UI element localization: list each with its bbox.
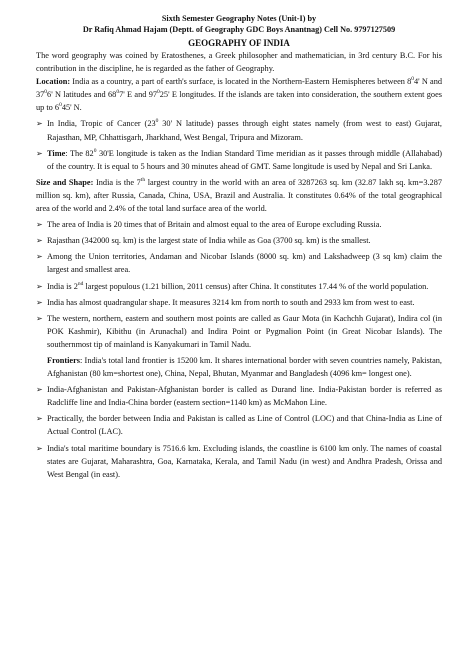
- size-label: Size and Shape:: [36, 177, 94, 187]
- arrow-bullet-icon: ➢: [36, 385, 43, 395]
- arrow-bullet-icon: ➢: [36, 443, 43, 453]
- arrow-bullet-icon: ➢: [36, 281, 43, 291]
- location-paragraph: Location: India as a country, a part of earth's surface, is located in the Northern-Eastern Hemispheres between $8^04'$ N and $37^06'$ N latitudes and $68^07'$ E and $97^025'$ E longitudes. If the islands are taken into consideration, the southern extent goes up to $6^045'$ N.: [36, 76, 443, 113]
- bullet-item: ➢ Rajasthan (342000 sq. km) is the largest state of India while as Goa (3700 sq. km) is the smallest.: [36, 234, 442, 247]
- document-title: GEOGRAPHY OF INDIA: [188, 38, 290, 48]
- arrow-bullet-icon: ➢: [36, 236, 43, 246]
- frontiers-label: Frontiers: [47, 355, 81, 365]
- location-label: Location:: [36, 77, 71, 87]
- header-author: Dr Rafiq Ahmad Hajam (Deptt. of Geography GDC Boys Anantnag) Cell No. 9797127509: [82, 25, 396, 34]
- arrow-bullet-icon: ➢: [36, 313, 43, 323]
- arrow-bullet-icon: ➢: [36, 220, 43, 230]
- bullet-item: ➢ Among the Union territories, Andaman and Nicobar Islands (8000 sq. km) and Lakshadweep (3 sq km) claim the largest and smallest area.: [36, 252, 442, 275]
- bullet-item: ➢ Practically, the border between India and Pakistan is called as Line of Control (LOC) and that China-India as Line of Actual Control (LAC).: [36, 414, 442, 437]
- arrow-bullet-icon: ➢: [36, 297, 43, 307]
- area-bullets: [36, 218, 442, 276]
- shape-bullets: [36, 296, 442, 351]
- intro-paragraph: The word geography was coined by Eratosthenes, a Greek philosopher and mathematician, in 3rd century B.C. For his contribution in the discipline, he is regarded as the father of Geography.: [36, 51, 442, 74]
- frontiers-paragraph: Frontiers: India's total land frontier is 15200 km. It shares international border with seven countries namely, Pakistan, Afghanistan (80 km=shortest one), China, Nepal, Bhutan, Myanmar and Bangladesh (4096 km= longest one).: [47, 355, 442, 379]
- bullet-item: ➢ India-Afghanistan and Pakistan-Afghanistan border is called as Durand line. India-Pakistan border is referred as Radcliffe line and India-China border (eastern section=1140 km) as McMahon Line.: [36, 385, 442, 408]
- tropic-bullet: ➢ In India, Tropic of Cancer ($23^0$ 30' N latitude) passes through eight states namely (from west to east) Gujarat, Rajasthan, MP, Chhattisgarh, Jharkhand, West Bengal, Tripura and Mizoram.: [36, 118, 442, 142]
- border-bullets: [36, 383, 442, 481]
- bullet-item: ➢ India has almost quadrangular shape. It measures 3214 km from north to south and 2933 km from west to east.: [36, 296, 442, 309]
- bullet-item: ➢ The western, northern, eastern and southern most points are called as Gaur Mota (in Kachchh Gujarat), Indira col (in POK Kashmir), Kibithu (in Arunachal) and Indira Point or Pygmalion Point (in Great Nicobar Islands). The southernmost tip of mainland is Kanyakumari in Tamil Nadu.: [36, 313, 442, 349]
- header-title: Sixth Semester Geography Notes (Unit-I) by: [161, 14, 317, 23]
- size-paragraph: Size and Shape: India is the 7th largest country in the world with an area of 3287263 sq. km (32.87 lakh sq. km=3.287 million sq. km), after Russia, Canada, China, USA, Brazil and Australia. It constitutes 0.64% of the total geographical area of the world and 2.4% of the total land surface area of the world.: [36, 177, 443, 214]
- populous-bullet: ➢ India is 2nd largest populous (1.21 billion, 2011 census) after China. It constitutes 17.44 % of the world population.: [36, 280, 442, 293]
- bullet-item: ➢ The area of India is 20 times that of Britain and almost equal to the area of Europe excluding Russia.: [36, 218, 442, 231]
- arrow-bullet-icon: ➢: [36, 252, 43, 262]
- bullet-item: ➢ India's total maritime boundary is 7516.6 km. Excluding islands, the coastline is 6100 km only. The names of coastal states are Gujarat, Maharashtra, Goa, Karnataka, Kerala, and Tamil Nadu (in west) and Andhra Pradesh, Orissa and West Bengal (in east).: [36, 443, 442, 479]
- document-page: [36, 13, 442, 481]
- arrow-bullet-icon: ➢: [36, 148, 43, 158]
- arrow-bullet-icon: ➢: [36, 414, 43, 424]
- arrow-bullet-icon: ➢: [36, 119, 43, 129]
- time-bullet: ➢ Time: The $82^0$ 30'E longitude is taken as the Indian Standard Time meridian as it passes through middle (Allahabad) of the country. It is equal to 5 hours and 30 minutes ahead of GMT. Same longitude is used by Nepal and Sri Lanka.: [36, 147, 443, 171]
